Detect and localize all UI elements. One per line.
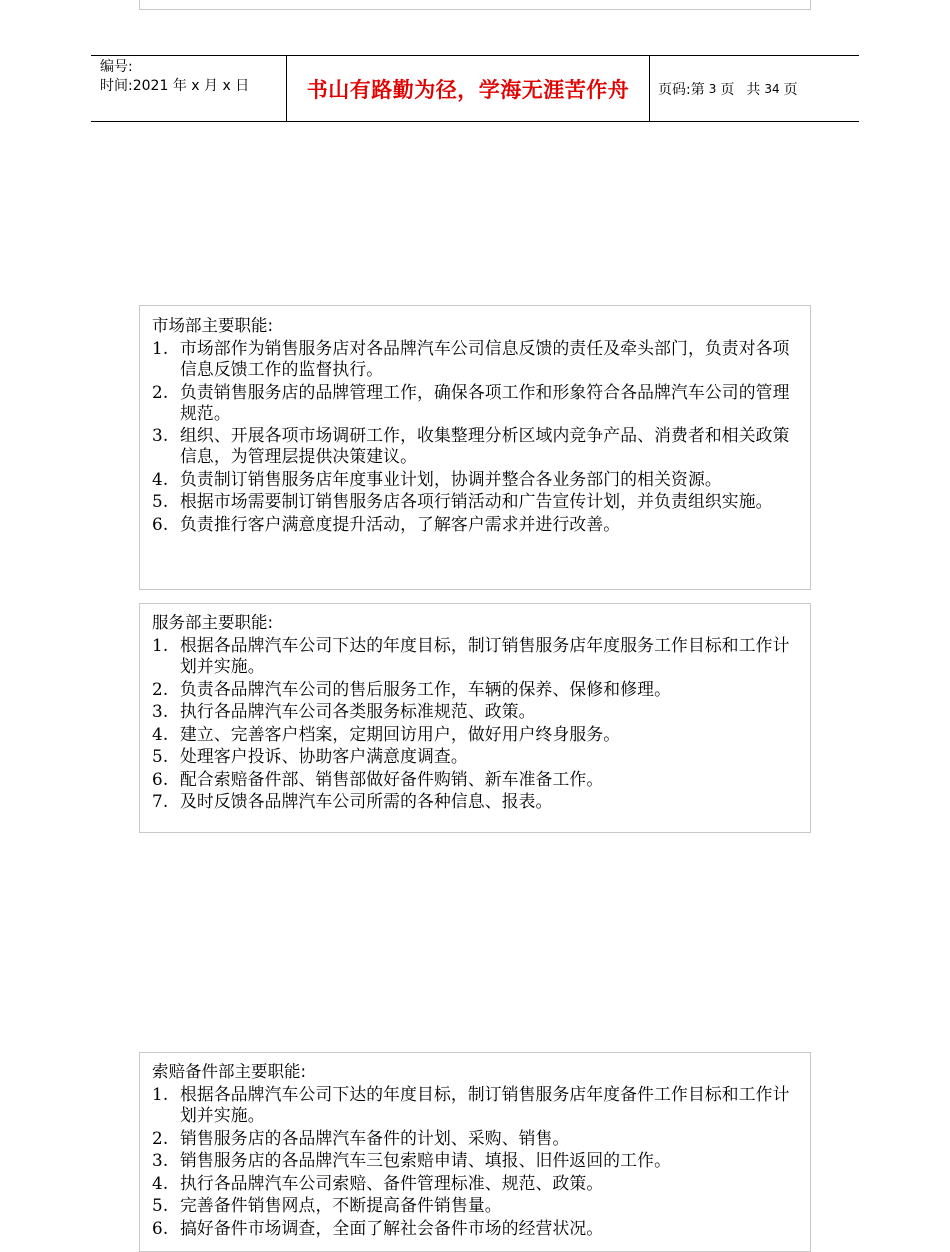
total-page-count: 34 (764, 81, 780, 96)
list-item: 4. 建立、完善客户档案，定期回访用户，做好用户终身服务。 (152, 723, 621, 744)
list-item: 2. 负责销售服务店的品牌管理工作，确保各项工作和形象符合各品牌汽车公司的管理规范。 (152, 381, 790, 423)
list-item: 4. 负责制订销售服务店年度事业计划，协调并整合各业务部门的相关资源。 (152, 468, 722, 489)
current-page-number: 3 (708, 81, 717, 96)
list-item: 6. 配合索赔备件部、销售部做好备件购销、新车准备工作。 (152, 768, 604, 789)
header-meta (100, 58, 285, 96)
header-divider-right (649, 56, 650, 121)
duty-list (152, 1084, 798, 1239)
list-item: 6. 负责推行客户满意度提升活动，了解客户需求并进行改善。 (152, 513, 621, 534)
list-item: 5. 完善备件销售网点，不断提高备件销售量。 (152, 1195, 502, 1215)
list-item: 7. 及时反馈各品牌汽车公司所需的各种信息、报表。 (152, 791, 553, 811)
previous-section-box (139, 0, 811, 10)
service-department-box (139, 603, 811, 833)
list-item: 3. 销售服务店的各品牌汽车三包索赔申请、填报、旧件返回的工作。 (152, 1150, 672, 1170)
list-item: 3. 组织、开展各项市场调研工作，收集整理分析区域内竞争产品、消费者和相关政策信息，为管理层提供决策建议。 (152, 425, 790, 466)
list-item: 1. 根据各品牌汽车公司下达的年度目标，制订销售服务店年度备件工作目标和工作计划并实施。 (152, 1084, 790, 1125)
section-title: 市场部主要职能: (152, 316, 274, 335)
marketing-department-box (139, 305, 811, 590)
header-bottom-rule (91, 121, 859, 122)
list-item: 3. 执行各品牌汽车公司各类服务标准规范、政策。 (152, 701, 536, 721)
list-item: 1. 根据各品牌汽车公司下达的年度目标，制订销售服务店年度服务工作目标和工作计划并实施。 (152, 635, 790, 676)
list-item: 4. 执行各品牌汽车公司索赔、备件管理标准、规范、政策。 (152, 1172, 604, 1193)
document-number: 编号: (100, 59, 133, 75)
header-motto: 书山有路勤为径，学海无涯苦作舟 (306, 77, 630, 102)
duty-list (152, 338, 798, 535)
duty-list (152, 635, 798, 812)
section-title: 索赔备件部主要职能: (152, 1062, 307, 1081)
list-item: 5. 根据市场需要制订销售服务店各项行销活动和广告宣传计划，并负责组织实施。 (152, 491, 773, 511)
claims-parts-department-box (139, 1052, 811, 1252)
list-item: 1. 市场部作为销售服务店对各品牌汽车公司信息反馈的责任及牵头部门，负责对各项信息反馈工作的监督执行。 (152, 338, 790, 379)
page-indicator: 页码: 第 3 页 共 34 页 (658, 81, 798, 98)
list-item: 6. 搞好备件市场调查，全面了解社会备件市场的经营状况。 (152, 1217, 604, 1238)
section-title: 服务部主要职能: (152, 613, 274, 632)
document-time: 时间:2021 年 x 月 x 日 (100, 78, 250, 94)
list-item: 2. 销售服务店的各品牌汽车备件的计划、采购、销售。 (152, 1127, 570, 1148)
list-item: 5. 处理客户投诉、协助客户满意度调查。 (152, 746, 468, 766)
list-item: 2. 负责各品牌汽车公司的售后服务工作，车辆的保养、保修和修理。 (152, 678, 672, 699)
